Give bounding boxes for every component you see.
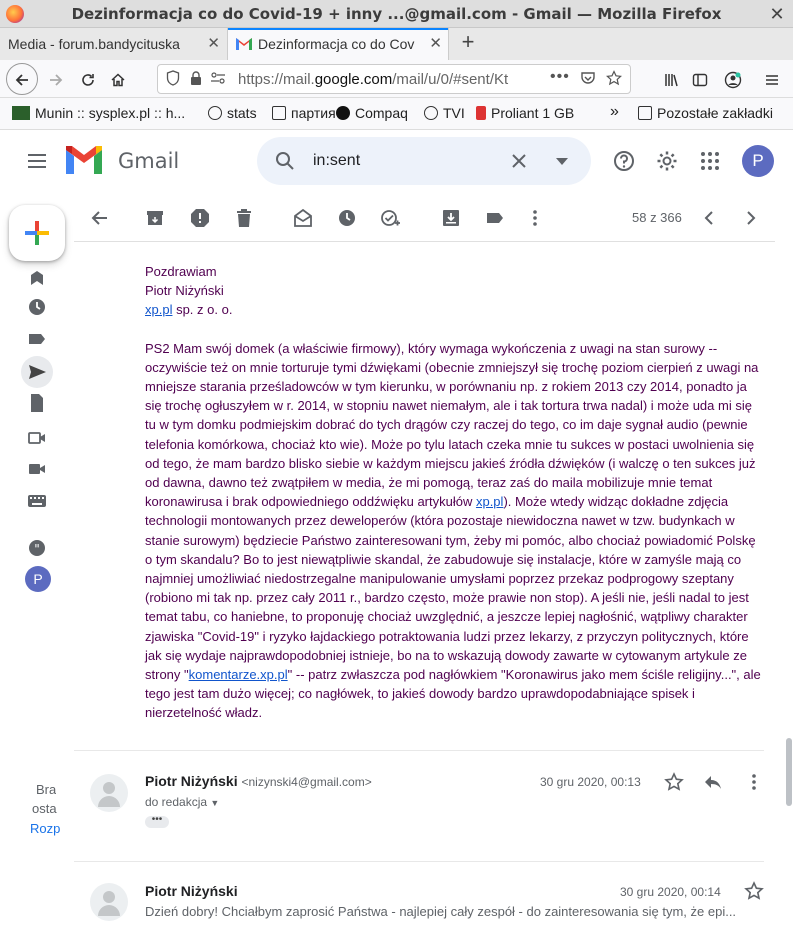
bookmark-stats[interactable] <box>208 105 257 121</box>
bookmark-label: TVI <box>443 105 465 121</box>
rail-clipped-text: osta <box>32 801 57 816</box>
tab-close-icon[interactable]: ✕ <box>429 35 442 52</box>
greeting: Pozdrawiam <box>145 264 217 279</box>
archive-icon[interactable] <box>145 208 165 228</box>
url-text[interactable] <box>238 71 538 88</box>
bookmark-compaq[interactable] <box>336 105 408 121</box>
snooze-clock-icon[interactable] <box>337 208 357 228</box>
bookmark-tvi[interactable] <box>424 105 465 121</box>
meet-video-icon[interactable] <box>27 428 47 448</box>
window-close-button[interactable]: ✕ <box>769 4 785 24</box>
bookmarks-overflow-icon[interactable]: » <box>610 103 619 120</box>
permissions-icon[interactable] <box>210 70 226 89</box>
tab-gmail-active[interactable] <box>227 28 449 60</box>
mark-unread-icon[interactable] <box>293 208 313 228</box>
page-actions-icon[interactable]: ••• <box>550 68 570 85</box>
snoozed-clock-icon[interactable] <box>27 297 47 317</box>
home-button[interactable] <box>104 65 132 93</box>
rail-clipped-link[interactable]: Rozp <box>30 821 61 836</box>
keyboard-icon[interactable] <box>27 491 47 511</box>
drafts-file-icon[interactable] <box>27 393 47 413</box>
gmail-favicon-icon <box>236 37 252 50</box>
pocket-icon[interactable] <box>580 70 596 89</box>
rail-clipped-text: Bra <box>36 782 57 797</box>
account-icon <box>724 71 742 89</box>
chevron-down-icon[interactable]: ▼ <box>210 798 220 808</box>
hp-icon <box>336 106 350 120</box>
bookmark-label: stats <box>227 105 257 121</box>
ps-text: " -- patrz zwłaszcza pod nagłówkiem "Koronawirus jako mem ściśle religijny...", ale tego jest tam dużo więcej; co nagłówek, to jakieś dowody bardzo uprawdopodabniające spisek i nierzetelność władz. <box>145 667 761 721</box>
star-icon[interactable] <box>744 881 764 901</box>
tab-strip <box>0 28 793 60</box>
bookmark-other-folder[interactable] <box>638 105 773 121</box>
tab-close-icon[interactable]: ✕ <box>207 35 220 52</box>
url-prefix: https://mail. <box>238 71 315 88</box>
message-snippet[interactable]: Dzień dobry! Chciałbym zaprosić Państwa - najlepiej cały zespół - do zainteresowania się tym, że epi... <box>145 904 737 919</box>
proliant-icon <box>476 106 486 120</box>
sender-email: <nizynski4@gmail.com> <box>241 775 372 789</box>
delete-trash-icon[interactable] <box>234 208 254 228</box>
pager-count: 58 z 366 <box>632 210 682 225</box>
new-tab-button[interactable]: + <box>461 29 475 54</box>
bookmark-label: Compaq <box>355 105 408 121</box>
arrow-left-icon <box>14 72 30 88</box>
svg-text:": " <box>34 542 40 556</box>
bookmark-label: Pozostałe zakładki <box>657 105 773 121</box>
tab-label: Dezinformacja co do Cov <box>258 36 415 52</box>
message-sender[interactable]: Piotr Niżyński <box>145 883 238 899</box>
page-scrollbar[interactable] <box>786 738 792 806</box>
add-to-tasks-icon[interactable] <box>380 208 400 228</box>
back-button[interactable] <box>6 63 38 95</box>
search-input[interactable]: in:sent <box>313 152 361 169</box>
more-options-icon[interactable] <box>525 208 545 228</box>
star-icon[interactable] <box>664 772 684 792</box>
spacer <box>145 320 765 339</box>
chat-quote-icon[interactable] <box>27 538 47 558</box>
report-spam-icon[interactable] <box>190 208 210 228</box>
postscript-paragraph <box>145 339 765 723</box>
bookmark-star-icon[interactable] <box>606 70 622 89</box>
plus-icon <box>9 205 65 261</box>
lock-icon[interactable] <box>190 70 202 89</box>
folder-icon <box>272 106 286 120</box>
arrow-right-icon <box>48 72 64 88</box>
search-bar[interactable] <box>257 137 591 185</box>
settings-gear-icon[interactable] <box>656 150 678 172</box>
message-sender[interactable] <box>145 773 372 789</box>
bookmarks-toolbar <box>0 98 793 130</box>
forward-button[interactable] <box>42 65 70 93</box>
divider <box>74 861 764 862</box>
tab-label: Media - forum.bandycituska <box>8 36 180 52</box>
compose-button[interactable] <box>9 205 65 261</box>
library-icon <box>664 72 680 88</box>
clear-search-icon[interactable] <box>511 153 527 169</box>
account-avatar[interactable]: P <box>742 145 774 177</box>
label-icon[interactable] <box>27 329 47 349</box>
show-trimmed-content-button[interactable]: ••• <box>145 816 169 828</box>
shield-icon[interactable] <box>166 70 180 89</box>
url-path: /mail/u/0/#sent/Kt <box>392 71 509 88</box>
back-to-list-icon[interactable] <box>90 208 110 228</box>
message-more-icon[interactable] <box>744 772 764 792</box>
bookmark-munin[interactable] <box>12 105 185 121</box>
ps-text: ). Może wtedy widząc dokładne zdjęcia technologii montowanych przez deweloperów (która pozostaje niewidoczna nawet w tzw. budynkach w stanie surowym) będziecie Państwo zainteresowani tym, żeby mi pomóc, albo chociaż powiadomić Polskę o tym skandalu? Bo to jest niewątpliwie skandal, że zabudowuje się instalacje, które w zamyśle mają co najmniej umożliwiać niedostrzegalne manipulowanie umysłami poprzez przekaz podprogowy szeptany (robiono mi tak np. przez cały 2011 r., bardzo często, może prawie non stop). A jeśli nie, jeśli nadal to jest temat tabu, co haniebne, to proponuję chociaż uwzględnić, a jeszcze lepiej nagłośnić, wątpliwy charakter zjawiska "Covid-19" i ryzyko łajdackiego potraktowania ludzi przez lekarzy, z przyczyn politycznych, które jak się wydaje najprawdopodobniej istnieje, bo na to wskazują dowody zawarte w cytowanym artykule ze strony " <box>145 494 756 683</box>
reload-icon <box>80 72 96 88</box>
reply-icon[interactable] <box>703 772 723 792</box>
signature-company <box>145 300 765 319</box>
firefox-icon <box>6 5 24 23</box>
reload-button[interactable] <box>74 65 102 93</box>
sender-avatar[interactable] <box>90 774 128 812</box>
send-icon[interactable] <box>27 362 47 382</box>
company-link[interactable]: xp.pl <box>145 302 173 318</box>
gmail-logo-icon[interactable] <box>66 146 102 174</box>
divider <box>74 750 764 751</box>
sidebar-icon <box>692 72 708 88</box>
bookmark-proliant[interactable] <box>476 105 574 121</box>
bookmark-label: партия <box>291 105 336 121</box>
message-date[interactable]: 30 gru 2020, 00:13 <box>540 775 641 789</box>
window-title: Dezinformacja co do Covid-19 + inny ...@gmail.com - Gmail — Mozilla Firefox <box>71 5 722 23</box>
app-menu-button[interactable] <box>758 65 786 93</box>
important-icon[interactable] <box>27 268 47 288</box>
globe-icon <box>208 106 222 120</box>
tab-media-forum[interactable] <box>0 28 226 60</box>
search-icon[interactable] <box>275 151 295 171</box>
ps-link-komentarze[interactable]: komentarze.xp.pl <box>188 667 288 683</box>
window-title-bar <box>0 0 793 28</box>
company-suffix: sp. z o. o. <box>172 302 233 318</box>
search-options-icon[interactable] <box>556 158 568 165</box>
chevron-left-icon[interactable] <box>700 208 720 228</box>
signature-name: Piotr Niżyński <box>145 283 224 299</box>
video-camera-icon[interactable] <box>27 459 47 479</box>
folder-icon <box>638 106 652 120</box>
munin-icon <box>12 106 30 120</box>
hamburger-icon <box>764 72 780 88</box>
ps-link-xp[interactable]: xp.pl <box>475 494 504 510</box>
url-host: google.com <box>314 71 393 88</box>
move-to-icon[interactable] <box>441 208 461 228</box>
gmail-wordmark: Gmail <box>118 149 180 173</box>
account-button[interactable] <box>719 65 747 93</box>
home-icon <box>110 72 126 88</box>
sidebar-button[interactable] <box>686 65 714 93</box>
apps-grid-icon[interactable] <box>700 151 720 171</box>
recipient-line[interactable] <box>145 795 219 809</box>
main-menu-icon[interactable] <box>26 150 48 172</box>
bookmark-folder-partiya[interactable] <box>272 105 336 121</box>
ps-text: PS2 Mam swój domek (a właściwie firmowy), który wymaga wykończenia z uwagi na stan surowy -- oczywiście też on mnie torturuje tymi dźwiękami (obecnie zmniejszył się trochę poziom cierpień z uwagi na mniejsze starania prześladowców w tym kierunku, w porównaniu np. z rokiem 2013 czy 2014, ponadto ja się trochę ogłuszyłem w r. 2014, w stopniu nawet niemałym, ale i tak tortura trwa nadal) i może uda mi się tu w tym domku podmiejskim dobrać do tych drągów czy raczej do tego, co im daje sygnał audio (pewnie telefonia komórkowa, chociaż kto wie). Może po tylu latach czeka mnie tu sukces w postaci uwolnienia się od tego, że mam bardzo blisko siebie w każdym miejscu jakieś źródła dźwięków (i walczę o ten sukces już od dawna, dawno też zwątpiłem w media, że mi pomogą, teraz zaś do maila mobilizuje mnie temat koronawirusa i brak odpowiedniego oddźwięku artykułów <box>145 340 759 510</box>
help-icon[interactable] <box>613 150 635 172</box>
sender-name: Piotr Niżyński <box>145 773 238 789</box>
globe-icon <box>424 106 438 120</box>
message-date[interactable]: 30 gru 2020, 00:14 <box>620 885 721 899</box>
message-body <box>145 262 765 723</box>
recipient-text: do redakcja <box>145 795 208 809</box>
hangouts-avatar[interactable]: P <box>25 566 51 592</box>
sender-avatar[interactable] <box>90 883 128 921</box>
library-button[interactable] <box>658 65 686 93</box>
labels-icon[interactable] <box>485 208 505 228</box>
chevron-right-icon[interactable] <box>740 208 760 228</box>
bookmark-label: Munin :: sysplex.pl :: h... <box>35 105 186 121</box>
url-bar[interactable] <box>157 64 631 94</box>
bookmark-label: Proliant 1 GB <box>491 105 575 121</box>
